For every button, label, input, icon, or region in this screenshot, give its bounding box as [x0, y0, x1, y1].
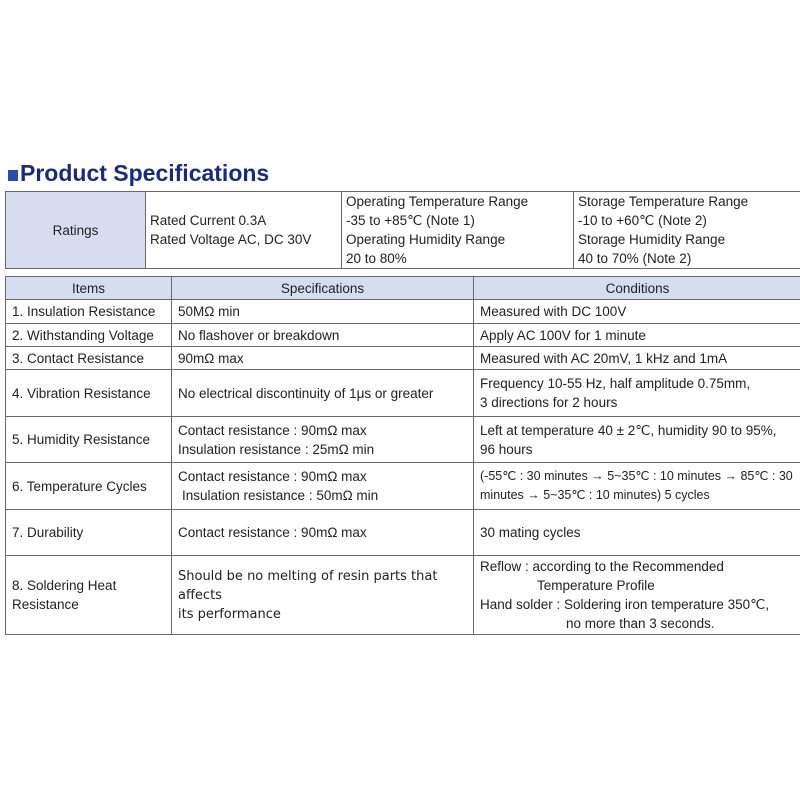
- spec-line: its performance: [178, 606, 281, 622]
- ratings-label-cell: [6, 192, 146, 269]
- spec-line: Contact resistance : 90mΩ max: [178, 422, 367, 438]
- condition-line: Frequency 10-55 Hz, half amplitude 0.75mm,: [480, 376, 751, 391]
- item-cell: 6. Temperature Cycles: [6, 463, 172, 510]
- condition-line: 96 hours: [480, 441, 533, 457]
- spec-cell: [172, 417, 474, 463]
- column-header-specifications: Specifications: [172, 277, 474, 300]
- condition-line: (-55℃ : 30 minutes → 5~35℃ : 10 minutes → 85℃ : 30: [480, 469, 793, 483]
- condition-cell: [474, 417, 800, 463]
- ratings-row: [6, 192, 800, 269]
- spec-cell: 50MΩ min: [172, 300, 474, 324]
- table-row: [6, 556, 800, 635]
- spec-cell: 90mΩ max: [172, 347, 474, 370]
- table-row: [6, 347, 800, 370]
- condition-cell: Apply AC 100V for 1 minute: [474, 324, 800, 347]
- operating-humidity-value: 20 to 80%: [346, 251, 407, 266]
- page-title: [8, 160, 269, 187]
- item-cell: 2. Withstanding Voltage: [6, 324, 172, 347]
- operating-temp-value: -35 to +85℃ (Note 1): [346, 213, 475, 228]
- spec-line: Insulation resistance : 50mΩ min: [182, 488, 379, 503]
- table-row: [6, 463, 800, 510]
- title-text: Product Specifications: [20, 160, 270, 186]
- specifications-table: [5, 276, 800, 635]
- item-cell: [6, 556, 172, 635]
- condition-cell: [474, 556, 800, 635]
- condition-cell: 30 mating cycles: [474, 510, 800, 556]
- table-row: [6, 417, 800, 463]
- item-cell: 5. Humidity Resistance: [6, 417, 172, 463]
- condition-line: no more than 3 seconds.: [566, 616, 715, 631]
- spec-line: Should be no melting of resin parts that affects: [178, 568, 438, 603]
- ratings-electrical-cell: [146, 192, 342, 269]
- condition-line: Hand solder : Soldering iron temperature 350℃,: [480, 597, 770, 612]
- table-row: [6, 510, 800, 556]
- table-header-row: [6, 277, 800, 300]
- title-bullet-square: [8, 170, 18, 181]
- condition-line: Reflow : according to the Recommended: [480, 559, 724, 574]
- condition-cell: Measured with DC 100V: [474, 300, 800, 324]
- operating-humidity-label: Operating Humidity Range: [346, 232, 506, 247]
- item-line: Resistance: [12, 597, 79, 612]
- condition-line: Temperature Profile: [537, 578, 655, 593]
- ratings-label: Ratings: [52, 222, 99, 238]
- condition-cell: [474, 463, 800, 510]
- spec-cell: No flashover or breakdown: [172, 324, 474, 347]
- item-line: 8. Soldering Heat: [12, 578, 117, 593]
- storage-temp-label: Storage Temperature Range: [578, 194, 749, 209]
- spec-line: Contact resistance : 90mΩ max: [178, 469, 367, 484]
- spec-cell: Contact resistance : 90mΩ max: [172, 510, 474, 556]
- storage-humidity-value: 40 to 70% (Note 2): [578, 251, 692, 266]
- spec-cell: [172, 463, 474, 510]
- condition-line: Left at temperature 40 ± 2℃, humidity 90 to 95%,: [480, 422, 777, 438]
- rated-current: Rated Current 0.3A: [150, 213, 267, 228]
- condition-line: 3 directions for 2 hours: [480, 395, 618, 410]
- item-cell: 7. Durability: [6, 510, 172, 556]
- ratings-operating-cell: [342, 192, 574, 269]
- rated-voltage: Rated Voltage AC, DC 30V: [150, 232, 312, 247]
- ratings-storage-cell: [574, 192, 800, 269]
- storage-temp-value: -10 to +60℃ (Note 2): [578, 213, 707, 228]
- storage-humidity-label: Storage Humidity Range: [578, 232, 726, 247]
- operating-temp-label: Operating Temperature Range: [346, 194, 529, 209]
- condition-cell: Measured with AC 20mV, 1 kHz and 1mA: [474, 347, 800, 370]
- spec-line: Insulation resistance : 25mΩ min: [178, 441, 375, 457]
- column-header-conditions: Conditions: [474, 277, 800, 300]
- item-cell: 4. Vibration Resistance: [6, 370, 172, 417]
- spec-cell: No electrical discontinuity of 1μs or greater: [172, 370, 474, 417]
- ratings-table: [5, 191, 800, 269]
- condition-cell: [474, 370, 800, 417]
- item-cell: 1. Insulation Resistance: [6, 300, 172, 324]
- table-row: [6, 300, 800, 324]
- table-row: [6, 370, 800, 417]
- item-cell: 3. Contact Resistance: [6, 347, 172, 370]
- column-header-items: Items: [6, 277, 172, 300]
- condition-line: minutes → 5~35℃ : 10 minutes) 5 cycles: [480, 488, 710, 502]
- table-row: [6, 324, 800, 347]
- spec-cell: [172, 556, 474, 635]
